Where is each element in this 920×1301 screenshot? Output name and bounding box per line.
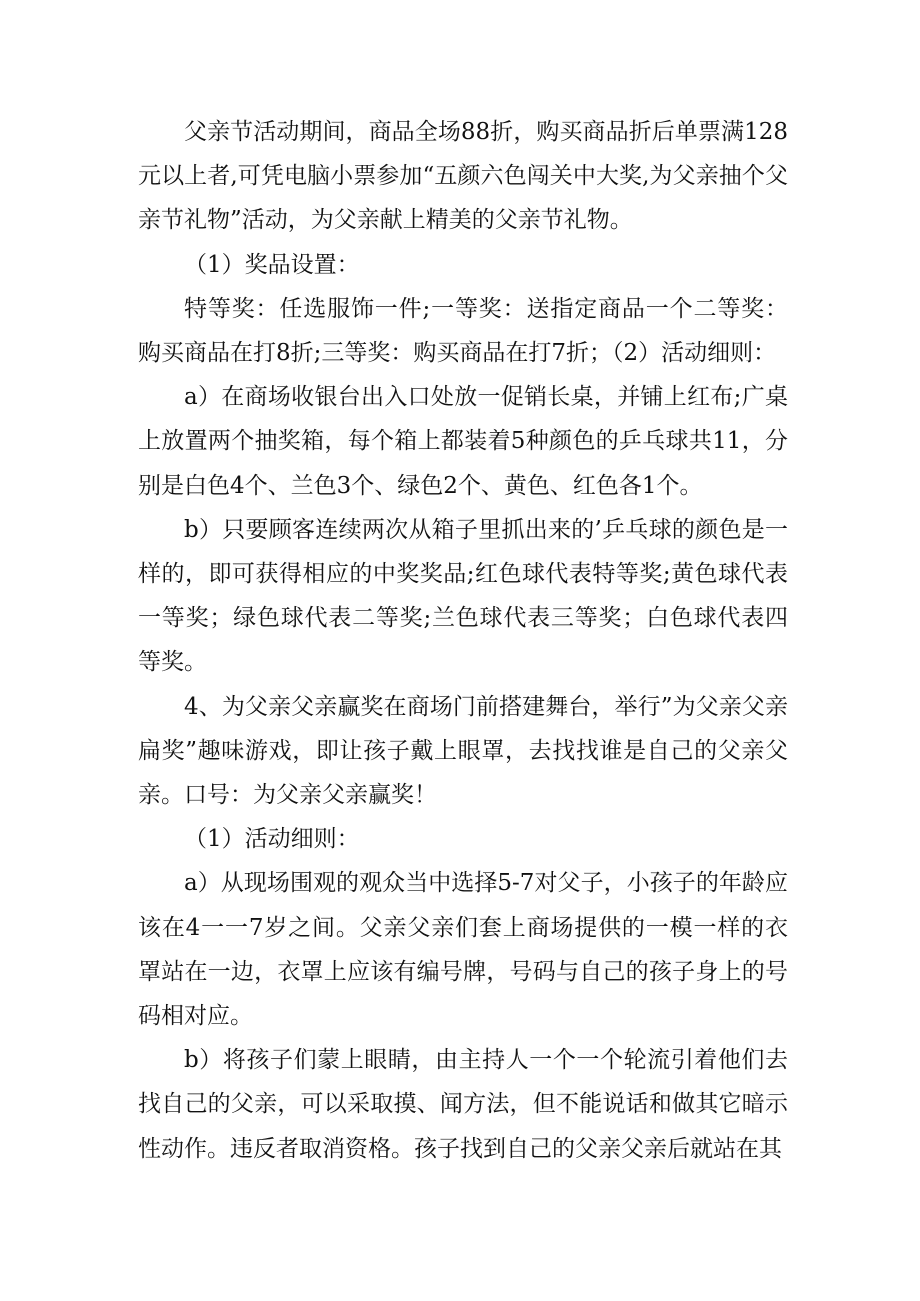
paragraph-game-rule-b: b）将孩子们蒙上眼睛，由主持人一个一个轮流引着他们去找自己的父亲，可以采取摸、闻方法，但不能说话和做其它暗示性动作。违反者取消资格。孩子找到自己的父亲父亲后就站在其	[138, 1047, 788, 1162]
paragraph-rules-heading: （1）活动细则：	[184, 826, 360, 853]
paragraph-rule-a: a）在商场收银台出入口处放一促销长桌，并铺上红布;广桌上放置两个抽奖箱，每个箱上都装着5种颜色的乒乓球共11，分别是白色4个、兰色3个、绿色2个、黄色、红色各1个。	[138, 384, 788, 499]
paragraph-rule-b: b）只要顾客连续两次从箱子里抓出来的’乒乓球的颜色是一样的，即可获得相应的中奖奖品;红色球代表特等奖;黄色球代表一等奖；绿色球代表二等奖;兰色球代表三等奖；白色球代表四等奖。	[138, 516, 788, 676]
paragraph-game-rule-a: a）从现场围观的观众当中选择5-7对父子，小孩子的年龄应该在4一一7岁之间。父亲父亲们套上商场提供的一模一样的衣罩站在一边，衣罩上应该有编号牌，号码与自己的孩子身上的号码相对应。	[138, 870, 788, 1030]
paragraph-section-4: 4、为父亲父亲赢奖在商场门前搭建舞台，举行”为父亲父亲扁奖”趣味游戏，即让孩子戴上眼罩，去找找谁是自己的父亲父亲。口号：为父亲父亲赢奖！	[138, 693, 788, 809]
paragraph-prize-list: 特等奖：任选服饰一件;一等奖：送指定商品一个二等奖：购买商品在打8折;三等奖：购买商品在打7折；（2）活动细则：	[138, 295, 788, 367]
document-page	[138, 110, 788, 1171]
paragraph-prize-heading: （1）奖品设置：	[184, 251, 360, 278]
paragraph-intro: 父亲节活动期间，商品全场88折，购买商品折后单票满128元以上者,可凭电脑小票参加“五颜六色闯关中大奖,为父亲抽个父亲节礼物”活动，为父亲献上精美的父亲节礼物。	[138, 119, 788, 234]
